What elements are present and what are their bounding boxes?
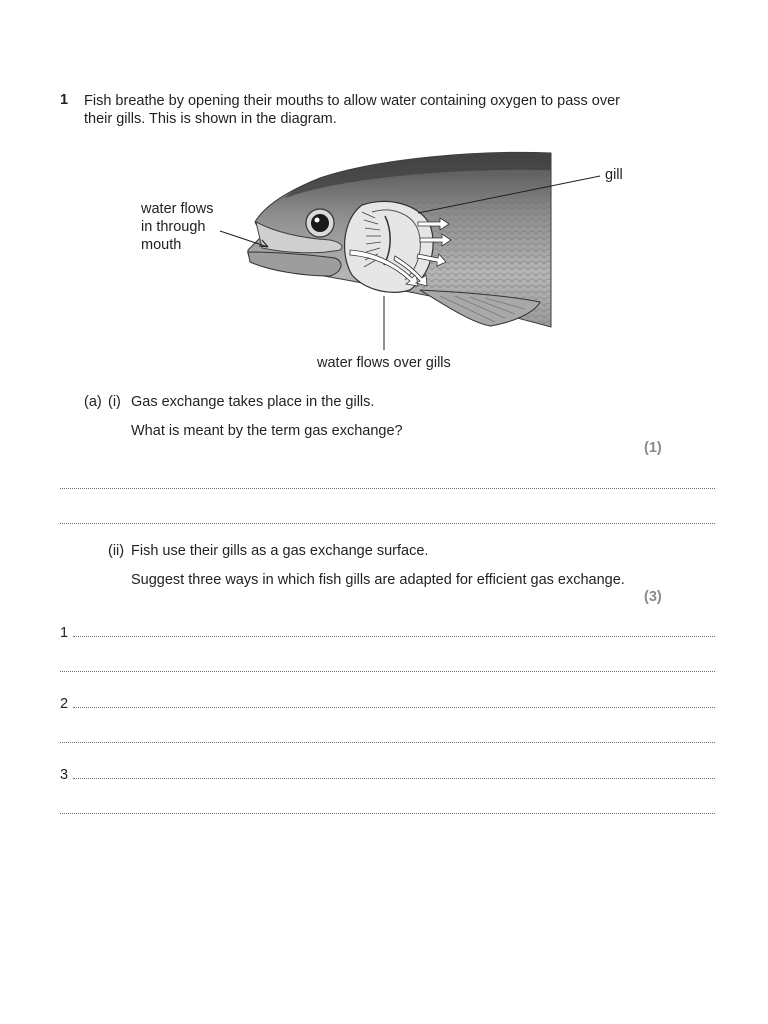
answer-line-2b[interactable] bbox=[60, 742, 715, 743]
question-intro-line-1: Fish breathe by opening their mouths to allow water containing oxygen to pass over bbox=[84, 93, 621, 109]
question-intro-line-2: their gills. This is shown in the diagram. bbox=[84, 111, 337, 127]
answer-number-1: 1 bbox=[60, 625, 69, 641]
answer-line-a-i-2[interactable] bbox=[60, 523, 715, 524]
part-a-i-question: What is meant by the term gas exchange? bbox=[131, 423, 403, 439]
label-mouth-line-1: water flows bbox=[141, 201, 214, 217]
label-water-flows-over-gills: water flows over gills bbox=[317, 355, 451, 371]
answer-line-1b[interactable] bbox=[60, 671, 715, 672]
label-mouth-line-2: in through bbox=[141, 219, 206, 235]
part-a-ii-statement: Fish use their gills as a gas exchange surface. bbox=[131, 543, 429, 559]
answer-line-1a[interactable] bbox=[73, 636, 715, 637]
fish-eye bbox=[306, 209, 334, 237]
fish-diagram bbox=[0, 0, 768, 380]
answer-line-3b[interactable] bbox=[60, 813, 715, 814]
answer-line-2a[interactable] bbox=[73, 707, 715, 708]
part-a-ii-marks: (3) bbox=[644, 589, 662, 605]
part-a-i-statement: Gas exchange takes place in the gills. bbox=[131, 394, 375, 410]
part-a-ii-question: Suggest three ways in which fish gills are adapted for efficient gas exchange. bbox=[131, 572, 625, 588]
part-a-ii-label: (ii) bbox=[108, 543, 125, 559]
label-mouth-line-3: mouth bbox=[141, 237, 182, 253]
answer-line-3a[interactable] bbox=[73, 778, 715, 779]
answer-number-3: 3 bbox=[60, 767, 69, 783]
answer-line-a-i-1[interactable] bbox=[60, 488, 715, 489]
label-gill: gill bbox=[605, 167, 623, 183]
part-a-label: (a) bbox=[84, 394, 102, 410]
part-a-i-marks: (1) bbox=[644, 440, 662, 456]
answer-number-2: 2 bbox=[60, 696, 69, 712]
part-a-i-label: (i) bbox=[108, 394, 121, 410]
question-number: 1 bbox=[60, 92, 69, 108]
